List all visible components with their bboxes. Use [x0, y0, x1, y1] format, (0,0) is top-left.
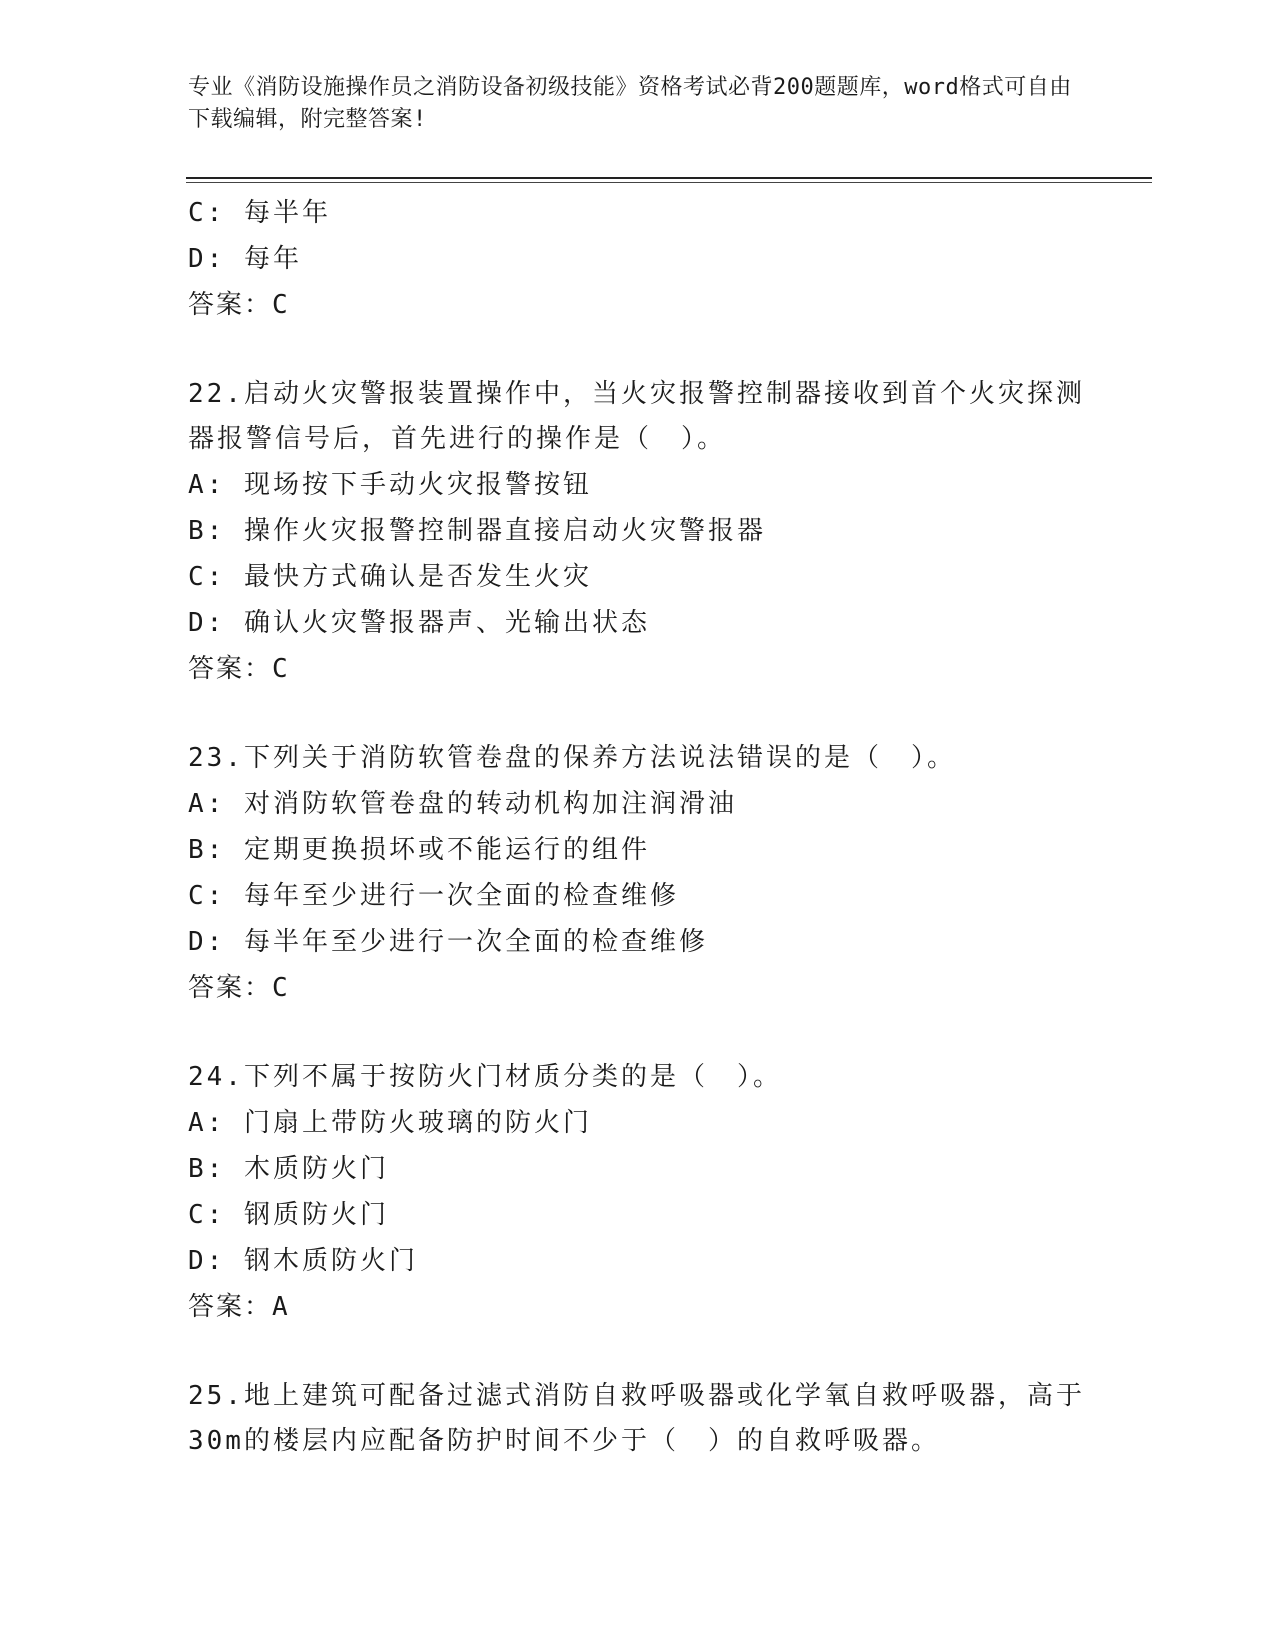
question-stem: 24.下列不属于按防火门材质分类的是（ ）。: [188, 1062, 782, 1092]
answer: 答案：C: [188, 654, 290, 684]
option-d: D: 确认火灾警报器声、光输出状态: [188, 608, 650, 638]
answer: 答案：A: [188, 1292, 290, 1322]
option-b: B: 木质防火门: [188, 1154, 389, 1184]
answer: 答案：C: [188, 290, 290, 320]
option-a: A: 现场按下手动火灾报警按钮: [188, 470, 592, 500]
option-a: A: 门扇上带防火玻璃的防火门: [188, 1108, 592, 1138]
option-d: D: 每年: [188, 244, 302, 274]
question-stem: 25.地上建筑可配备过滤式消防自救呼吸器或化学氧自救呼吸器，高于30m的楼层内应配备防护时间不少于（ ）的自救呼吸器。: [188, 1381, 1085, 1456]
answer: 答案：C: [188, 973, 290, 1003]
option-c: C: 每年至少进行一次全面的检查维修: [188, 881, 679, 911]
option-d: D: 每半年至少进行一次全面的检查维修: [188, 927, 708, 957]
document-header: 专业《消防设施操作员之消防设备初级技能》资格考试必背200题题库，word格式可自由下载编辑，附完整答案!: [188, 75, 1072, 132]
question-25: [188, 1374, 1088, 1464]
option-d: D: 钢木质防火门: [188, 1246, 418, 1276]
question-stem: 22.启动火灾警报装置操作中，当火灾报警控制器接收到首个火灾探测器报警信号后，首先进行的操作是（ ）。: [188, 379, 1085, 454]
question-24: [188, 1055, 1088, 1330]
question-content: [188, 190, 1088, 1464]
question-21-fragment: [188, 190, 1088, 328]
question-22: [188, 372, 1088, 692]
option-c: C: 每半年: [188, 198, 331, 228]
option-c: C: 最快方式确认是否发生火灾: [188, 562, 592, 592]
question-stem: 23.下列关于消防软管卷盘的保养方法说法错误的是（ ）。: [188, 743, 956, 773]
header-divider-thin: [186, 182, 1152, 183]
option-a: A: 对消防软管卷盘的转动机构加注润滑油: [188, 789, 737, 819]
option-b: B: 操作火灾报警控制器直接启动火灾警报器: [188, 516, 766, 546]
header-divider-thick: [186, 177, 1152, 179]
question-23: [188, 736, 1088, 1011]
option-b: B: 定期更换损坏或不能运行的组件: [188, 835, 650, 865]
option-c: C: 钢质防火门: [188, 1200, 389, 1230]
